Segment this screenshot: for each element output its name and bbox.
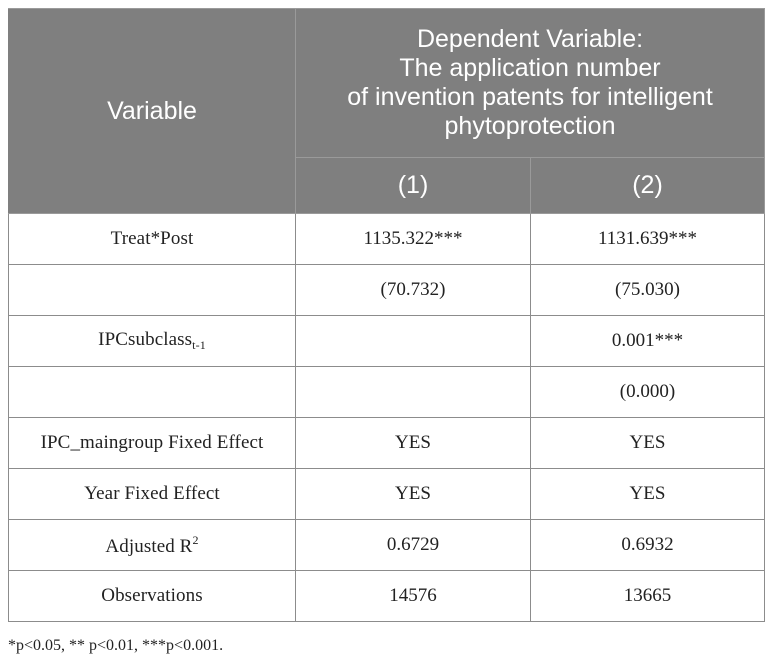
- header-dependent-line: The application number: [399, 54, 661, 82]
- row-value-col1: [296, 367, 531, 418]
- row-label-main: IPCsubclass: [98, 329, 193, 350]
- header-dependent-line: phytoprotection: [444, 112, 616, 140]
- table-row: [9, 520, 765, 571]
- row-value-col2: YES: [531, 418, 765, 469]
- header-dependent-variable: [296, 9, 765, 158]
- table-row: [9, 418, 765, 469]
- row-value-col1: 0.6729: [296, 520, 531, 571]
- header-column-2: (2): [531, 158, 765, 214]
- header-dependent-line: Dependent Variable:: [416, 25, 644, 53]
- header-dependent-line: of invention patents for intelligent: [347, 83, 713, 111]
- row-label: [9, 520, 296, 571]
- row-value-col1: 1135.322***: [296, 214, 531, 265]
- row-value-col1: YES: [296, 418, 531, 469]
- row-value-col2: (0.000): [531, 367, 765, 418]
- row-value-col2: 0.001***: [531, 316, 765, 367]
- row-value-col1: 14576: [296, 571, 531, 622]
- row-value-col2: 1131.639***: [531, 214, 765, 265]
- row-label: Observations: [9, 571, 296, 622]
- row-label-superscript: 2: [192, 532, 199, 547]
- row-value-col1: [296, 316, 531, 367]
- row-label: [9, 367, 296, 418]
- row-value-col1: YES: [296, 469, 531, 520]
- row-label: IPC_maingroup Fixed Effect: [9, 418, 296, 469]
- table-row: [9, 214, 765, 265]
- regression-table: [8, 8, 765, 622]
- significance-note: *p<0.05, ** p<0.01, ***p<0.001.: [8, 637, 224, 654]
- table-row: [9, 571, 765, 622]
- row-value-col2: (75.030): [531, 265, 765, 316]
- row-label: Year Fixed Effect: [9, 469, 296, 520]
- table-row: [9, 265, 765, 316]
- row-value-col2: 13665: [531, 571, 765, 622]
- header-column-1: (1): [296, 158, 531, 214]
- table-row: [9, 316, 765, 367]
- row-value-col2: 0.6932: [531, 520, 765, 571]
- table-row: [9, 469, 765, 520]
- row-value-col2: YES: [531, 469, 765, 520]
- row-label-subscript: t-1: [192, 338, 206, 352]
- header-row-main: [9, 9, 765, 158]
- row-label: [9, 265, 296, 316]
- table-row: [9, 367, 765, 418]
- row-label: [9, 316, 296, 367]
- row-label-main: Adjusted R: [105, 535, 193, 557]
- header-variable: Variable: [9, 9, 296, 214]
- row-value-col1: (70.732): [296, 265, 531, 316]
- row-label: Treat*Post: [9, 214, 296, 265]
